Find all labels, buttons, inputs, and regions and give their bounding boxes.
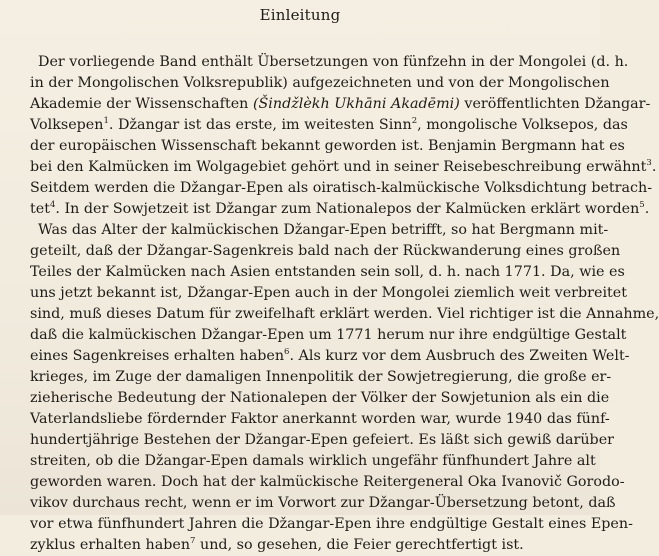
text-line: eines Sagenkreises erhalten haben$^6$. Als kurz vor dem Ausbruch des Zweiten Welt- (30, 347, 630, 364)
text-line: streiten, ob die Džangar-Epen damals wirklich ungefähr fünfhundert Jahre alt (30, 453, 596, 469)
text-line: tet$^4$. In der Sowjetzeit ist Džangar zum Nationalepos der Kalmücken erklärt worden$^5$. (30, 200, 650, 217)
introduction-text (30, 52, 659, 556)
text-line: bei den Kalmücken im Wolgagebiet gehört und in seiner Reisebeschreibung erwähnt$^3$. (30, 158, 657, 175)
text-line: zieherische Bedeutung der Nationalepen der Völker der Sowjetunion als ein die (30, 390, 610, 406)
text-line: in der Mongolischen Volksrepublik) aufgezeichneten und von der Mongolischen (30, 75, 610, 91)
text-line: uns jetzt bekannt ist, Džangar-Epen auch in der Mongolei ziemlich weit verbreitet (30, 285, 627, 301)
text-line: der europäischen Wissenschaft bekannt geworden ist. Benjamin Bergmann hat es (30, 138, 625, 154)
text-line: Was das Alter der kalmückischen Džangar-Epen betrifft, so hat Bergmann mit- (38, 222, 609, 238)
text-line: Teiles der Kalmücken nach Asien entstanden sein soll, d. h. nach 1771. Da, wie es (30, 264, 625, 280)
text-line: zyklus erhalten haben$^7$ und, so gesehen, die Feier gerechtfertigt ist. (30, 536, 524, 553)
text-line: hundertjährige Bestehen der Džangar-Epen gefeiert. Es läßt sich gewiß darüber (30, 432, 615, 448)
text-line: vor etwa fünfhundert Jahren die Džangar-Epen ihre endgültige Gestalt eines Epen- (30, 516, 633, 532)
text-line: Der vorliegende Band enthält Übersetzungen von fünfzehn in der Mongolei (d. h. (38, 54, 629, 70)
text-line: Volksepen$^1$. Džangar ist das erste, im weitesten Sinn$^2$, mongolische Volksepos, das (30, 116, 628, 133)
text-line: Akademie der Wissenschaften (Šindžlèkh Ukhāni Akadēmi) veröffentlichten Džangar- (30, 96, 651, 112)
text-line: Seitdem werden die Džangar-Epen als oiratisch-kalmückische Volksdichtung betrach- (30, 180, 653, 196)
text-line: Vaterlandsliebe fördernder Faktor anerkannt worden war, wurde 1940 das fünf- (30, 411, 610, 427)
text-line: sind, muß dieses Datum für zweifelhaft erklärt werden. Viel richtiger ist die Annahme, (30, 306, 659, 322)
page-heading: Einleitung (259, 6, 341, 24)
text-line: daß die kalmückischen Džangar-Epen um 1771 herum nur ihre endgültige Gestalt (30, 327, 627, 343)
text-line: krieges, im Zuge der damaligen Innenpolitik der Sowjetregierung, die große er- (30, 369, 612, 385)
text-line: geteilt, daß der Džangar-Sagenkreis bald nach der Rückwanderung eines großen (30, 243, 621, 259)
text-line: vikov durchaus recht, wenn er im Vorwort zur Džangar-Übersetzung betont, daß (30, 495, 616, 511)
text-line: geworden waren. Doch hat der kalmückische Reitergeneral Oka Ivanovič Gorodo- (30, 474, 625, 490)
